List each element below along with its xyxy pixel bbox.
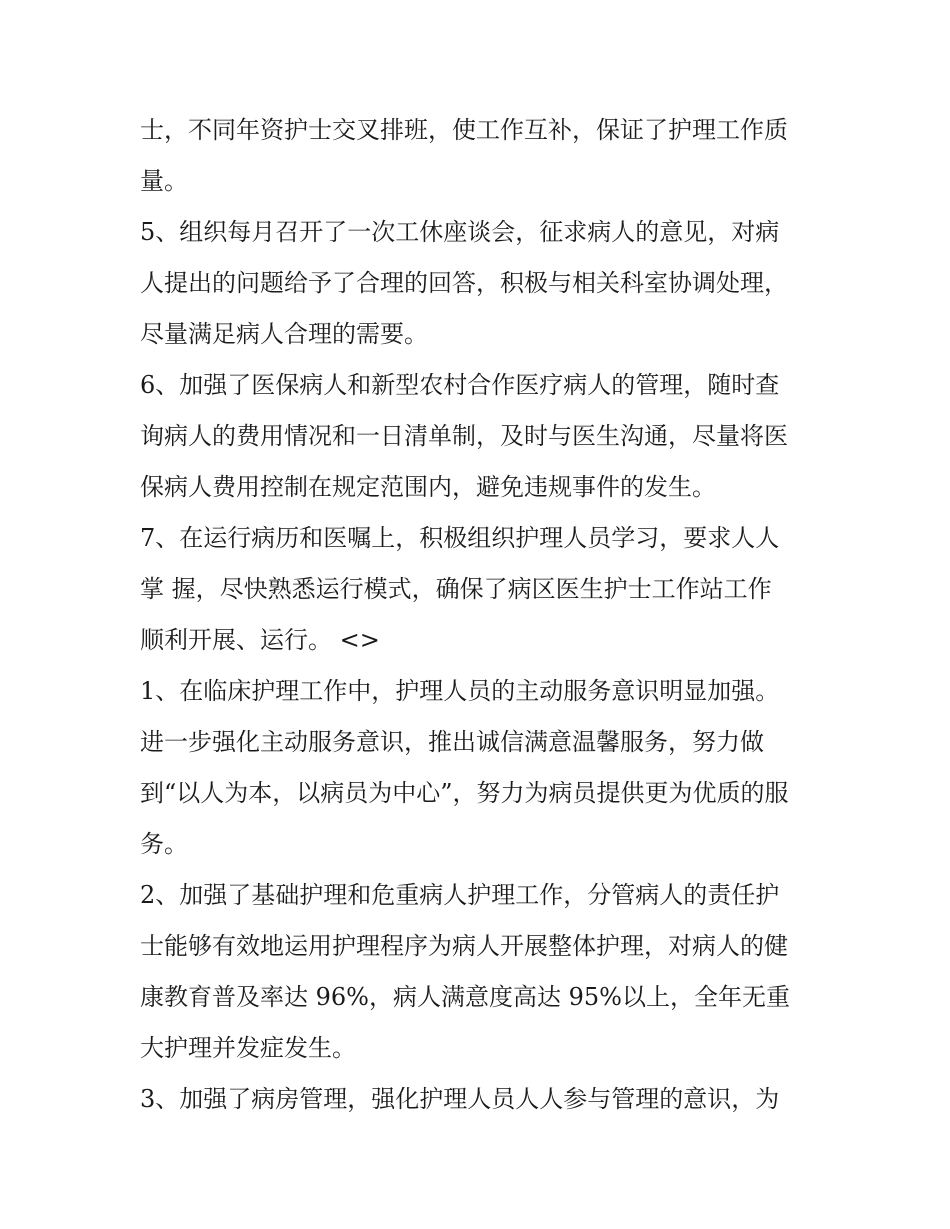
text-line: 康教育普及率达 96%，病人满意度高达 95%以上，全年无重: [140, 983, 790, 1011]
text-line: 士能够有效地运用护理程序为病人开展整体护理，对病人的健: [140, 932, 788, 960]
text-line: 量。: [140, 167, 188, 195]
text-line: 尽量满足病人合理的需要。: [140, 320, 428, 348]
text-line: 3、加强了病房管理，强化护理人员人人参与管理的意识，为: [140, 1085, 780, 1113]
text-line: 士，不同年资护士交叉排班，使工作互补，保证了护理工作质: [140, 116, 788, 144]
text-line: 6、加强了医保病人和新型农村合作医疗病人的管理，随时查: [140, 371, 780, 399]
text-line: 人提出的问题给予了合理的回答，积极与相关科室协调处理，: [140, 269, 788, 297]
text-line: 7、在运行病历和医嘱上，积极组织护理人员学习，要求人人: [140, 524, 780, 552]
text-line: 进一步强化主动服务意识，推出诚信满意温馨服务，努力做: [140, 728, 764, 756]
text-line: 大护理并发症发生。: [140, 1034, 356, 1062]
body-text: [140, 105, 820, 1125]
text-line: 顺利开展、运行。 <>: [140, 626, 380, 654]
text-line: 保病人费用控制在规定范围内，避免违规事件的发生。: [140, 473, 716, 501]
text-line: 1、在临床护理工作中，护理人员的主动服务意识明显加强。: [140, 677, 780, 705]
text-line: 询病人的费用情况和一日清单制，及时与医生沟通，尽量将医: [140, 422, 788, 450]
text-line: 到“以人为本，以病员为中心”，努力为病员提供更为优质的服: [140, 779, 789, 807]
text-line: 2、加强了基础护理和危重病人护理工作，分管病人的责任护: [140, 881, 780, 909]
text-line: 务。: [140, 830, 188, 858]
text-line: 5、组织每月召开了一次工休座谈会，征求病人的意见，对病: [140, 218, 780, 246]
text-line: 掌 握，尽快熟悉运行模式，确保了病区医生护士工作站工作: [140, 575, 772, 603]
